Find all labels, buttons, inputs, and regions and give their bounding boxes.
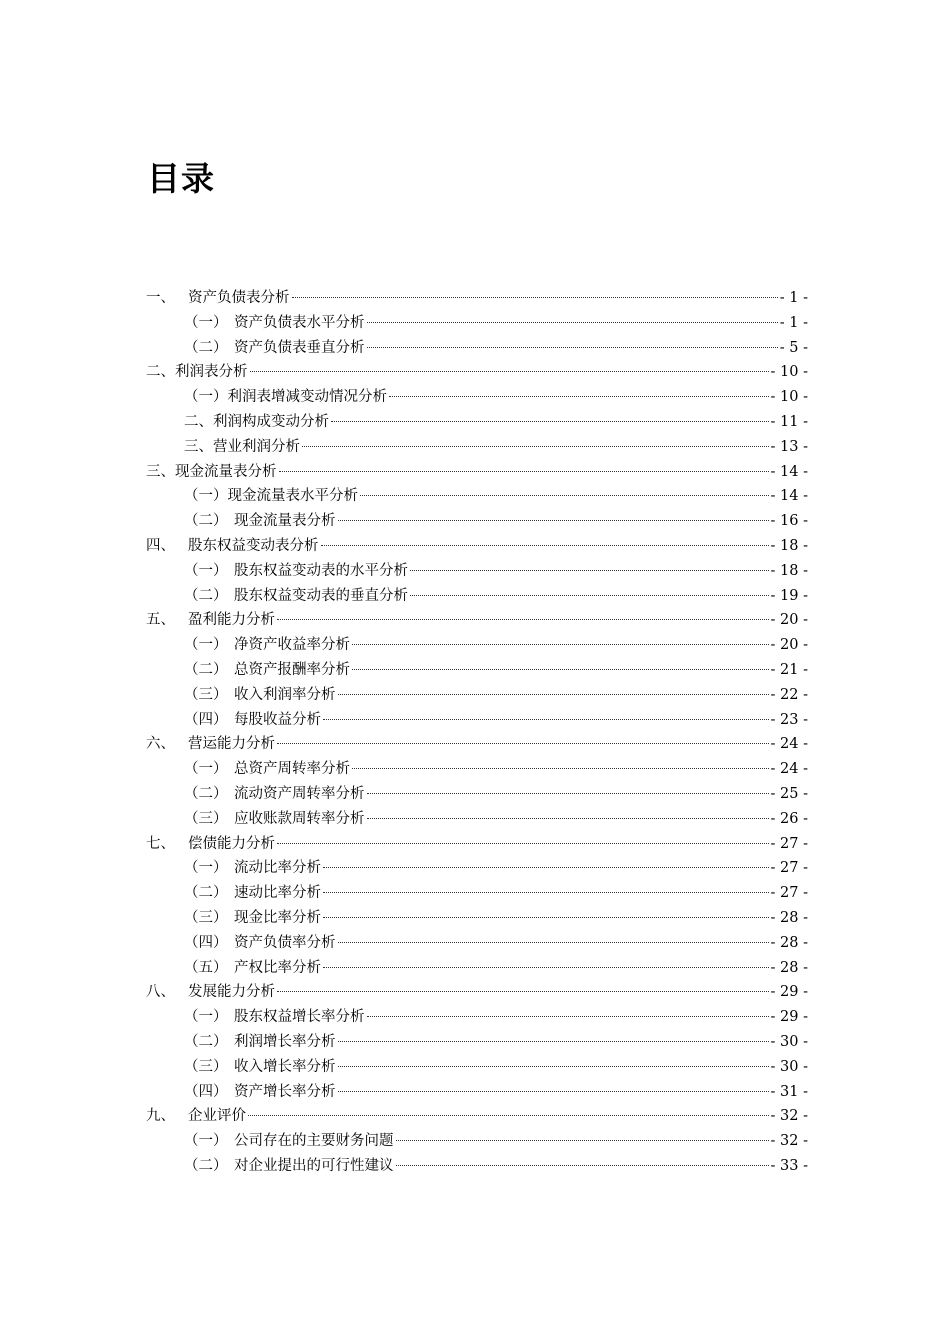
toc-dot-leader bbox=[367, 347, 778, 348]
toc-entry-title: 利润表增减变动情况分析 bbox=[227, 389, 387, 406]
toc-entry-title: 偿债能力分析 bbox=[188, 835, 275, 852]
toc-entry-title: 公司存在的主要财务问题 bbox=[234, 1133, 394, 1150]
toc-entry-page: - 28 - bbox=[770, 959, 808, 976]
toc-entry[interactable] bbox=[146, 559, 808, 584]
toc-entry-title: 资产负债表分析 bbox=[188, 290, 290, 306]
toc-entry-page: - 33 - bbox=[770, 1157, 808, 1174]
toc-entry-page: - 19 - bbox=[770, 587, 808, 604]
toc-entry-number: 三、 bbox=[184, 438, 213, 455]
toc-entry[interactable] bbox=[146, 931, 808, 956]
toc-entry[interactable] bbox=[146, 683, 808, 708]
toc-dot-leader bbox=[277, 843, 769, 844]
toc-entry-number: 八、 bbox=[146, 984, 175, 1001]
toc-entry-page: - 21 - bbox=[770, 661, 808, 678]
toc-dot-leader bbox=[323, 917, 769, 918]
toc-entry[interactable] bbox=[146, 385, 808, 410]
toc-entry[interactable] bbox=[146, 435, 808, 460]
toc-dot-leader bbox=[323, 892, 769, 893]
toc-entry[interactable] bbox=[146, 1005, 808, 1030]
toc-dot-leader bbox=[352, 669, 769, 670]
toc-entry[interactable] bbox=[146, 832, 808, 857]
toc-entry-page: - 10 - bbox=[770, 364, 808, 381]
toc-entry-page: - 18 - bbox=[770, 562, 808, 579]
toc-entry-title: 每股收益分析 bbox=[234, 711, 321, 728]
toc-entry-title: 总资产周转率分析 bbox=[234, 761, 350, 778]
toc-entry[interactable] bbox=[146, 1030, 808, 1055]
toc-entry-number: （二） bbox=[184, 661, 228, 678]
toc-entry-title: 资产负债表水平分析 bbox=[234, 314, 365, 331]
toc-dot-leader bbox=[338, 1091, 769, 1092]
toc-entry-number: （三） bbox=[184, 686, 228, 703]
toc-entry-page: - 32 - bbox=[770, 1108, 808, 1125]
toc-entry-title: 收入利润率分析 bbox=[234, 686, 336, 703]
toc-entry-number: （二） bbox=[184, 1033, 228, 1050]
toc-dot-leader bbox=[277, 619, 769, 620]
toc-dot-leader bbox=[248, 1115, 769, 1116]
toc-entry-number: （四） bbox=[184, 934, 228, 951]
toc-entry-page: - 14 - bbox=[770, 463, 808, 480]
toc-entry-title: 现金流量表分析 bbox=[175, 463, 277, 480]
toc-entry[interactable] bbox=[146, 856, 808, 881]
toc-entry-page: - 23 - bbox=[770, 711, 808, 728]
toc-entry-title: 资产增长率分析 bbox=[234, 1083, 336, 1100]
toc-entry[interactable] bbox=[146, 286, 808, 311]
toc-entry-number: （四） bbox=[184, 711, 228, 728]
toc-entry-page: - 28 - bbox=[770, 934, 808, 951]
toc-dot-leader bbox=[410, 595, 769, 596]
toc-dot-leader bbox=[338, 694, 769, 695]
toc-entry-title: 营运能力分析 bbox=[188, 736, 275, 753]
toc-entry-number: （二） bbox=[184, 885, 228, 902]
toc-entry-page: - 25 - bbox=[770, 785, 808, 802]
toc-entry-page: - 20 - bbox=[770, 637, 808, 654]
toc-entry[interactable] bbox=[146, 1104, 808, 1129]
toc-entry[interactable] bbox=[146, 311, 808, 336]
toc-entry-title: 资产负债表垂直分析 bbox=[234, 339, 365, 356]
toc-entry-number: 二、 bbox=[184, 413, 213, 430]
toc-entry-title: 资产负债率分析 bbox=[234, 934, 336, 951]
toc-entry-number: （三） bbox=[184, 909, 228, 926]
toc-entry-page: - 20 - bbox=[770, 612, 808, 629]
toc-entry-title: 发展能力分析 bbox=[188, 984, 275, 1001]
toc-entry-number: （五） bbox=[184, 959, 228, 976]
toc-entry-number: 九、 bbox=[146, 1108, 175, 1125]
toc-entry-title: 流动比率分析 bbox=[234, 860, 321, 877]
table-of-contents bbox=[146, 286, 808, 1179]
toc-entry-page: - 24 - bbox=[770, 736, 808, 753]
toc-entry-title: 速动比率分析 bbox=[234, 885, 321, 902]
toc-entry-number: （四） bbox=[184, 1083, 228, 1100]
toc-entry-number: 六、 bbox=[146, 736, 175, 753]
toc-dot-leader bbox=[250, 371, 769, 372]
toc-entry-title: 总资产报酬率分析 bbox=[234, 661, 350, 678]
toc-entry-number: 五、 bbox=[146, 612, 175, 629]
toc-entry[interactable] bbox=[146, 608, 808, 633]
toc-entry[interactable] bbox=[146, 584, 808, 609]
toc-entry-number: （二） bbox=[184, 1157, 228, 1174]
toc-entry-number: 二、 bbox=[146, 364, 175, 381]
toc-dot-leader bbox=[367, 322, 778, 323]
toc-entry-page: - 22 - bbox=[770, 686, 808, 703]
toc-dot-leader bbox=[367, 818, 769, 819]
toc-entry-page: - 13 - bbox=[770, 438, 808, 455]
toc-entry-title: 盈利能力分析 bbox=[188, 612, 275, 629]
toc-entry[interactable] bbox=[146, 410, 808, 435]
toc-entry-title: 现金流量表水平分析 bbox=[227, 488, 358, 505]
toc-entry-page: - 1 - bbox=[779, 314, 808, 331]
toc-entry-number: 一、 bbox=[146, 290, 175, 306]
toc-entry[interactable] bbox=[146, 633, 808, 658]
toc-entry-title: 股东权益增长率分析 bbox=[234, 1009, 365, 1026]
toc-entry[interactable] bbox=[146, 1154, 808, 1179]
toc-entry[interactable] bbox=[146, 732, 808, 757]
toc-dot-leader bbox=[331, 421, 769, 422]
toc-entry-page: - 30 - bbox=[770, 1058, 808, 1075]
toc-entry-title: 现金比率分析 bbox=[234, 909, 321, 926]
toc-entry-number: （二） bbox=[184, 339, 228, 356]
toc-entry[interactable] bbox=[146, 956, 808, 981]
toc-entry[interactable] bbox=[146, 509, 808, 534]
toc-entry-page: - 1 - bbox=[779, 290, 808, 306]
toc-entry[interactable] bbox=[146, 534, 808, 559]
toc-dot-leader bbox=[338, 520, 769, 521]
toc-entry-title: 利润增长率分析 bbox=[234, 1033, 336, 1050]
toc-entry[interactable] bbox=[146, 484, 808, 509]
toc-entry-number: （一） bbox=[184, 1133, 228, 1150]
toc-entry-page: - 27 - bbox=[770, 885, 808, 902]
toc-entry[interactable] bbox=[146, 360, 808, 385]
toc-entry-title: 净资产收益率分析 bbox=[234, 637, 350, 654]
toc-dot-leader bbox=[367, 1016, 769, 1017]
toc-entry-page: - 27 - bbox=[770, 860, 808, 877]
toc-entry-number: 三、 bbox=[146, 463, 175, 480]
toc-dot-leader bbox=[321, 545, 769, 546]
toc-dot-leader bbox=[410, 570, 769, 571]
toc-entry-title: 流动资产周转率分析 bbox=[234, 785, 365, 802]
toc-entry[interactable] bbox=[146, 807, 808, 832]
toc-entry[interactable] bbox=[146, 906, 808, 931]
toc-entry-page: - 14 - bbox=[770, 488, 808, 505]
toc-entry-number: （二） bbox=[184, 587, 228, 604]
toc-entry-number: （一） bbox=[184, 562, 228, 579]
toc-entry-title: 企业评价 bbox=[188, 1108, 246, 1125]
toc-entry-page: - 30 - bbox=[770, 1033, 808, 1050]
toc-entry-title: 营业利润分析 bbox=[213, 438, 300, 455]
toc-entry[interactable] bbox=[146, 757, 808, 782]
toc-entry-title: 应收账款周转率分析 bbox=[234, 810, 365, 827]
toc-entry-number: （一） bbox=[184, 488, 228, 505]
toc-dot-leader bbox=[323, 867, 769, 868]
toc-entry-page: - 11 - bbox=[770, 413, 808, 430]
toc-dot-leader bbox=[279, 471, 769, 472]
toc-entry[interactable] bbox=[146, 782, 808, 807]
toc-entry-number: （三） bbox=[184, 1058, 228, 1075]
toc-entry-number: 七、 bbox=[146, 835, 175, 852]
toc-entry[interactable] bbox=[146, 1080, 808, 1105]
toc-entry-title: 利润构成变动分析 bbox=[213, 413, 329, 430]
toc-entry-number: （二） bbox=[184, 513, 228, 530]
toc-entry-number: （一） bbox=[184, 860, 228, 877]
toc-dot-leader bbox=[360, 495, 769, 496]
toc-entry[interactable] bbox=[146, 1055, 808, 1080]
toc-entry-title: 产权比率分析 bbox=[234, 959, 321, 976]
toc-entry[interactable] bbox=[146, 460, 808, 485]
toc-entry-title: 利润表分析 bbox=[175, 364, 248, 381]
toc-entry-number: （一） bbox=[184, 389, 228, 406]
toc-entry-page: - 26 - bbox=[770, 810, 808, 827]
toc-dot-leader bbox=[292, 297, 778, 298]
toc-entry-page: - 29 - bbox=[770, 1009, 808, 1026]
toc-entry-page: - 32 - bbox=[770, 1133, 808, 1150]
toc-entry-page: - 29 - bbox=[770, 984, 808, 1001]
toc-entry-page: - 27 - bbox=[770, 835, 808, 852]
toc-entry-number: （一） bbox=[184, 761, 228, 778]
toc-entry-title: 股东权益变动表分析 bbox=[188, 537, 319, 554]
toc-entry-title: 对企业提出的可行性建议 bbox=[234, 1157, 394, 1174]
toc-dot-leader bbox=[323, 967, 769, 968]
toc-entry-title: 现金流量表分析 bbox=[234, 513, 336, 530]
toc-dot-leader bbox=[367, 793, 769, 794]
toc-dot-leader bbox=[338, 1041, 769, 1042]
toc-entry-title: 股东权益变动表的垂直分析 bbox=[234, 587, 408, 604]
toc-dot-leader bbox=[352, 768, 769, 769]
toc-dot-leader bbox=[389, 396, 769, 397]
toc-dot-leader bbox=[277, 743, 769, 744]
toc-entry-number: （三） bbox=[184, 810, 228, 827]
toc-entry-title: 股东权益变动表的水平分析 bbox=[234, 562, 408, 579]
toc-entry-page: - 28 - bbox=[770, 909, 808, 926]
toc-entry-title: 收入增长率分析 bbox=[234, 1058, 336, 1075]
toc-entry[interactable] bbox=[146, 1129, 808, 1154]
toc-dot-leader bbox=[323, 719, 769, 720]
toc-entry[interactable] bbox=[146, 980, 808, 1005]
toc-dot-leader bbox=[396, 1140, 769, 1141]
toc-dot-leader bbox=[396, 1165, 769, 1166]
toc-entry-page: - 24 - bbox=[770, 761, 808, 778]
toc-entry[interactable] bbox=[146, 336, 808, 361]
toc-entry-page: - 10 - bbox=[770, 389, 808, 406]
toc-dot-leader bbox=[352, 644, 769, 645]
toc-entry-number: （一） bbox=[184, 1009, 228, 1026]
toc-dot-leader bbox=[302, 446, 769, 447]
toc-entry-number: （一） bbox=[184, 637, 228, 654]
toc-entry[interactable] bbox=[146, 881, 808, 906]
page-title: 目录 bbox=[147, 159, 215, 198]
toc-entry-page: - 5 - bbox=[779, 339, 808, 356]
toc-entry-number: 四、 bbox=[146, 537, 175, 554]
toc-entry[interactable] bbox=[146, 708, 808, 733]
toc-entry[interactable] bbox=[146, 658, 808, 683]
toc-entry-number: （一） bbox=[184, 314, 228, 331]
toc-dot-leader bbox=[338, 1066, 769, 1067]
toc-entry-page: - 18 - bbox=[770, 537, 808, 554]
toc-entry-page: - 16 - bbox=[770, 513, 808, 530]
toc-entry-page: - 31 - bbox=[770, 1083, 808, 1100]
toc-entry-number: （二） bbox=[184, 785, 228, 802]
toc-dot-leader bbox=[338, 942, 769, 943]
toc-dot-leader bbox=[277, 991, 769, 992]
